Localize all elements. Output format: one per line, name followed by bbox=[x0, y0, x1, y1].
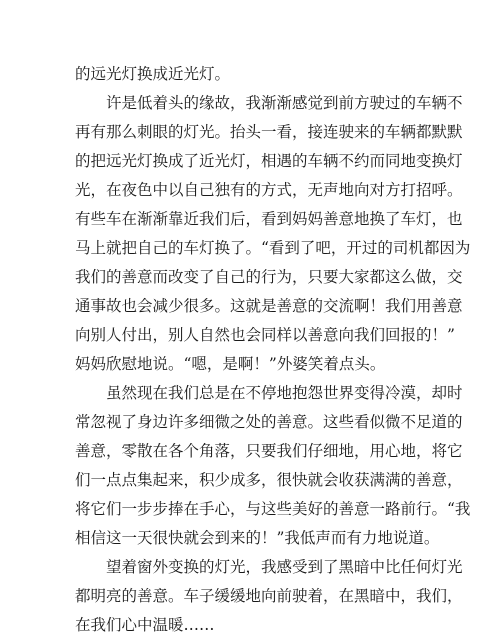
paragraph-start-line: 许是低着头的缘故，我渐渐感觉到前方驶过的车辆不 bbox=[106, 94, 463, 112]
text-line: 再有那么刺眼的灯光。抬头一看，接连驶来的车辆都默默 bbox=[75, 123, 463, 141]
essay-text bbox=[75, 60, 471, 634]
text-line: 马上就把自己的车灯换了。“看到了吧，开过的司机都因为 bbox=[75, 239, 471, 257]
text-line: 妈妈欣慰地说。“嗯，是啊！”外婆笑着点头。 bbox=[75, 355, 386, 373]
text-line: 相信这一天很快就会到来的！”我低声而有力地说道。 bbox=[75, 529, 440, 547]
text-line: 通事故也会减少很多。这就是善意的交流啊！我们用善意 bbox=[75, 297, 463, 315]
text-line: 的把远光灯换成了近光灯，相遇的车辆不约而同地变换灯 bbox=[75, 152, 463, 170]
paragraph-start-line: 虽然现在我们总是在不停地抱怨世界变得冷漠，却时 bbox=[106, 384, 463, 402]
text-line: 将它们一步步捧在手心，与这些美好的善意一路前行。“我 bbox=[75, 500, 471, 518]
text-line: 向别人付出，别人自然也会同样以善意向我们回报的！” bbox=[75, 326, 455, 344]
paragraph-start-line: 望着窗外变换的灯光，我感受到了黑暗中比任何灯光 bbox=[106, 558, 463, 576]
text-line: 的远光灯换成近光灯。 bbox=[75, 65, 231, 83]
text-line: 我们的善意而改变了自己的行为，只要大家都这么做，交 bbox=[75, 268, 463, 286]
text-line: 们一点点集起来，积少成多，很快就会收获满满的善意， bbox=[75, 471, 463, 489]
text-line: 善意，零散在各个角落，只要我们仔细地，用心地，将它 bbox=[75, 442, 463, 460]
text-line: 常忽视了身边许多细微之处的善意。这些看似微不足道的 bbox=[75, 413, 463, 431]
text-line: 都明亮的善意。车子缓缓地向前驶着，在黑暗中，我们， bbox=[75, 587, 463, 605]
text-line: 光，在夜色中以自己独有的方式，无声地向对方打招呼。 bbox=[75, 181, 463, 199]
text-line: 有些车在渐渐靠近我们后，看到妈妈善意地换了车灯，也 bbox=[75, 210, 463, 228]
text-line-partial: 在我们心中温暖…… bbox=[75, 616, 215, 634]
